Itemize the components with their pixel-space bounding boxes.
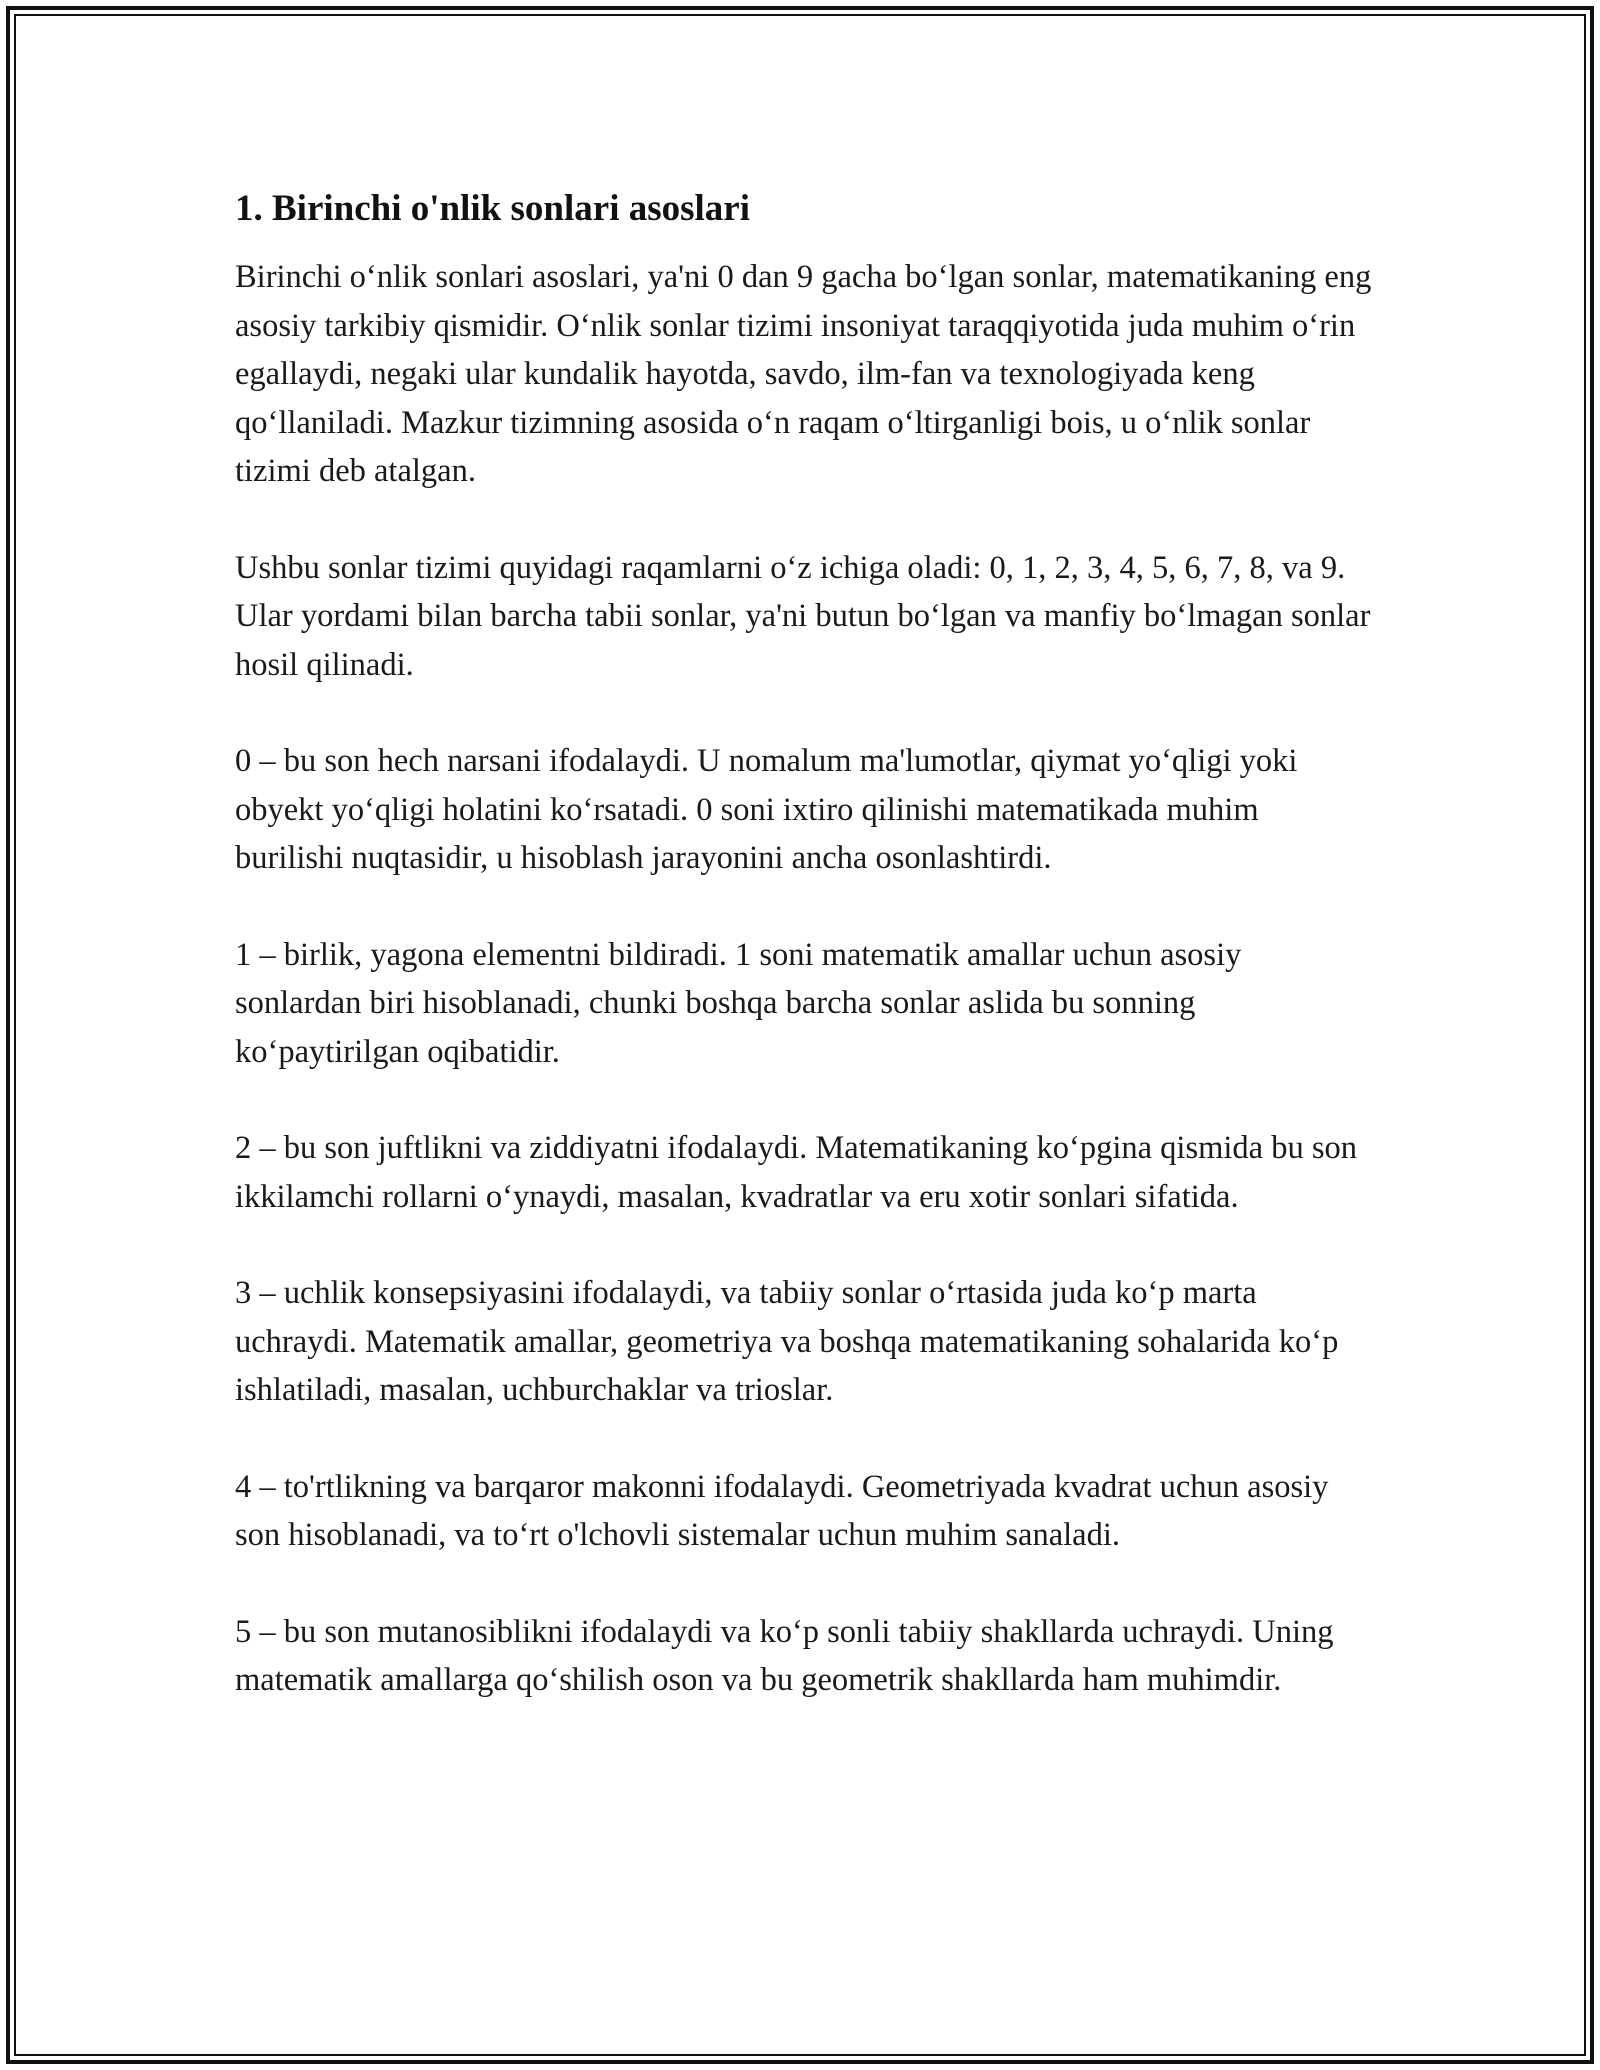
paragraph-four: 4 – to'rtlikning va barqaror makonni ifodalaydi. Geometriyada kvadrat uchun asosiy son hisoblanadi, va to‘rt o'lchovli sistemalar uchun muhim sanaladi. xyxy=(235,1468,1329,1553)
paragraph-intro: Birinchi o‘nlik sonlari asoslari, ya'ni 0 dan 9 gacha bo‘lgan sonlar, matematikaning eng asosiy tarkibiy qismidir. O‘nlik sonlar tizimi insoniyat taraqqiyotida juda muhim o‘rin egallaydi, negaki ular kundalik hayotda, savdo, ilm-fan va texnologiyada keng qo‘llaniladi. Mazkur tizimning asosida o‘n raqam o‘ltirganligi bois, u o‘nlik sonlar tizimi deb atalgan. xyxy=(235,259,1372,489)
paragraph-one: 1 – birlik, yagona elementni bildiradi. 1 soni matematik amallar uchun asosiy sonlardan biri hisoblanadi, chunki boshqa barcha sonlar aslida bu sonning ko‘paytirilgan oqibatidir. xyxy=(235,936,1242,1070)
paragraph-two: 2 – bu son juftlikni va ziddiyatni ifodalaydi. Matematikaning ko‘pgina qismida bu son ikkilamchi rollarni o‘ynaydi, masalan, kvadratlar va eru xotir sonlari sifatida. xyxy=(235,1130,1357,1215)
paragraph-three: 3 – uchlik konsepsiyasini ifodalaydi, va tabiiy sonlar o‘rtasida juda ko‘p marta uchraydi. Matematik amallar, geometriya va boshqa matematikaning sohalarida ko‘p ishlatiladi, masalan, uchburchaklar va trioslar. xyxy=(235,1275,1339,1408)
paragraph-zero: 0 – bu son hech narsani ifodalaydi. U nomalum ma'lumotlar, qiymat yo‘qligi yoki obyekt yo‘qligi holatini ko‘rsatadi. 0 soni ixtiro qilinishi matematikada muhim burilishi nuqtasidir, u hisoblash jarayonini ancha osonlashtirdi. xyxy=(235,743,1298,876)
document-body xyxy=(235,185,1375,1753)
paragraph-digits: Ushbu sonlar tizimi quyidagi raqamlarni o‘z ichiga oladi: 0, 1, 2, 3, 4, 5, 6, 7, 8, va 9. Ular yordami bilan barcha tabii sonlar, ya'ni butun bo‘lgan va manfiy bo‘lmagan sonlar hosil qilinadi. xyxy=(235,549,1371,683)
paragraph-five: 5 – bu son mutanosiblikni ifodalaydi va ko‘p sonli tabiiy shakllarda uchraydi. Uning matematik amallarga qo‘shilish oson va bu geometrik shakllarda ham muhimdir. xyxy=(235,1613,1334,1698)
section-heading: 1. Birinchi o'nlik sonlari asoslari xyxy=(235,188,751,229)
